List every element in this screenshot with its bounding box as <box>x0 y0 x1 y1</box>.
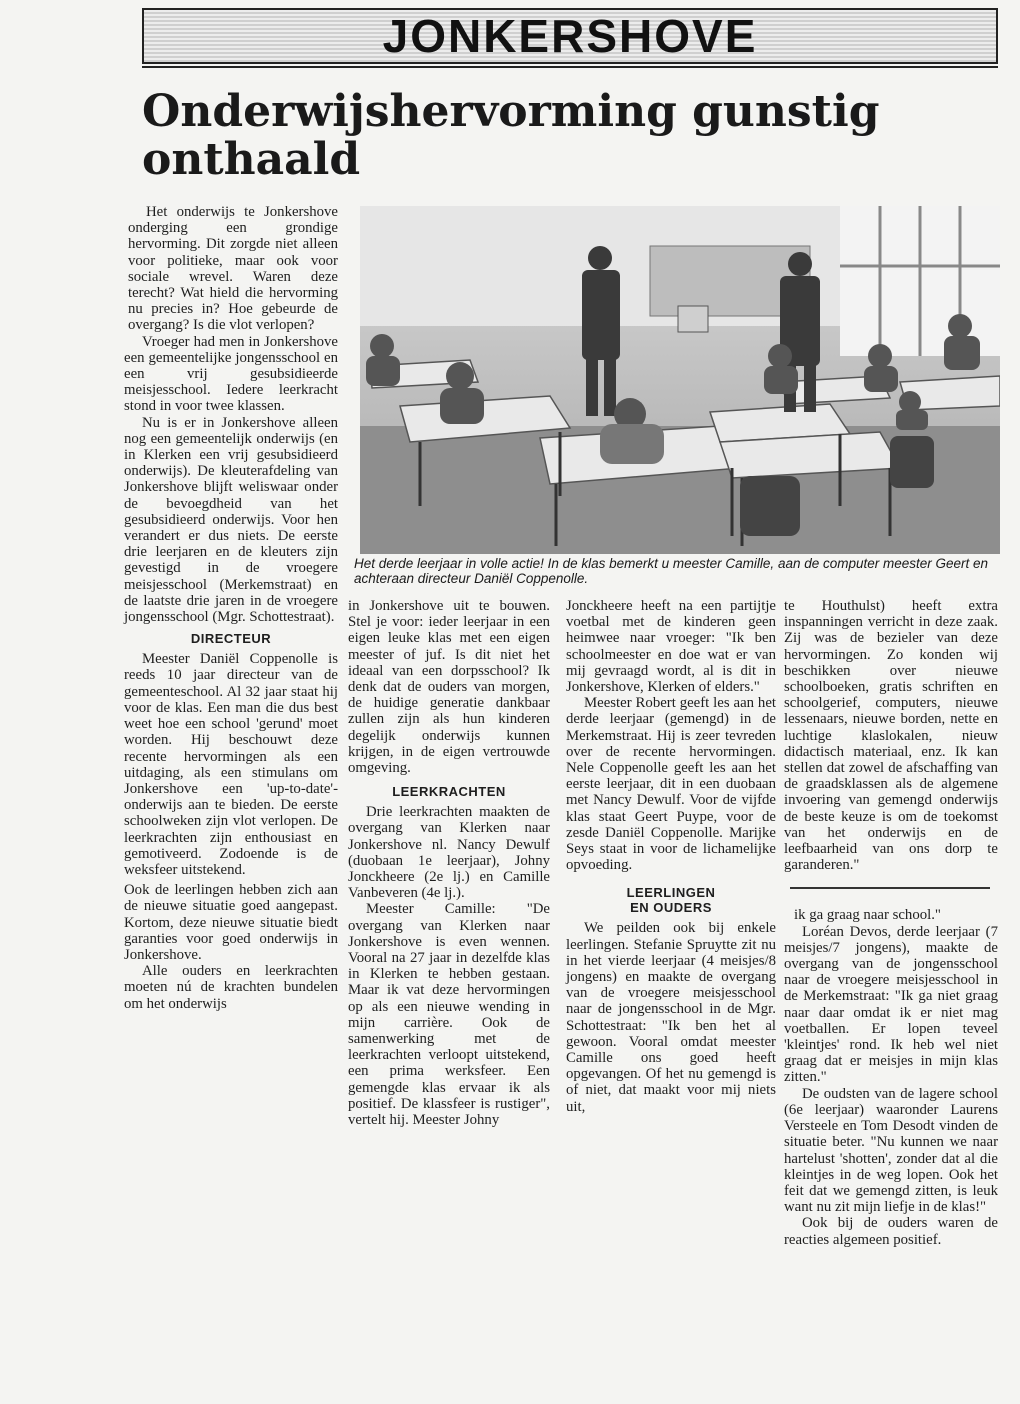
paragraph: De oudsten van de lagere school (6e leerjaar) waaronder Laurens Versteele en Tom Desodt vinden de situatie beter. "Nu kunnen we naar hartelust 'shotten', zonder dat al die kleintjes in de weg lopen. Ook het feit dat we gemengd zitten, is leuk want nu zit mijn liefje in de klas!" <box>784 1085 998 1216</box>
column-2 <box>348 598 550 1128</box>
paragraph: Alle ouders en leerkrachten moeten nú de krachten bundelen om het onderwijs <box>124 963 338 1012</box>
paragraph: Loréan Devos, derde leerjaar (7 meisjes/7 jongens), maakte de overgang van de jongensschool naar de vroegere meisjesschool in de Merkemstraat: "Ik ga niet graag naar daar omdat ik er niet mag voetballen. Er lopen teveel 'kleintjes' rond. Ik heb wel niet graag dat er meisjes in mijn klas zitten." <box>784 923 998 1086</box>
photo-caption: Het derde leerjaar in volle actie! In de klas bemerkt u meester Camille, aan de computer meester Geert en achteraan directeur Daniël Coppenolle. <box>354 556 989 586</box>
paragraph: We peilden ook bij enkele leerlingen. Stefanie Spruytte zit nu in het vierde leerjaar (4 meisjes/8 jongens) en maakte de overgang van de vroegere meisjesschool naar de jongensschool in de Mgr. Schottestraat: "Ik ben het al gewoon. Vooral omdat meester Camille ons goed heeft opgevangen. Of het nu gemengd is of niet, dat maakt voor mij niets uit, <box>566 920 776 1115</box>
column-1 <box>124 204 338 1012</box>
paragraph: te Houthulst) heeft extra inspanningen verricht in deze zaak. Zij was de bezieler van deze hervormingen. Zo konden wij beschikken over nieuwe schoolboeken, gratis schriften en schoolgerief, computers, nieuwe lessenaars, nieuwe borden, nette en luchtige klaslokalen, nieuw didactisch materiaal, enz. Ik kan stellen dat zowel de afschaffing van de graadsklassen als de algemene invoering van gemengd onderwijs de beste keuze is om de toekomst van het onderwijs en de leefbaarheid van ons dorp te garanderen." <box>784 598 998 874</box>
paragraph: Ook de leerlingen hebben zich aan de nieuwe situatie goed aangepast. Kortom, deze nieuwe situatie biedt garanties voor goed onderwijs in Jonkershove. <box>124 882 338 963</box>
paragraph: Nu is er in Jonkershove alleen nog een gemeentelijk onderwijs (en in Klerken een vrij gesubsidieerd onderwijs). De kleuterafdeling van Jonkershove blijft weliswaar onder de bevoegdheid van het gesubsidieerd onderwijs. Voor hen verandert er dus niets. De eerste drie leerjaren en de kleuters zijn gevestigd in de vroegere meisjesschool (Merkemstraat) en de laatste drie jaren in de vroegere jongensschool (Mgr. Schottestraat). <box>124 414 338 626</box>
paragraph: Meester Camille: "De overgang van Klerken naar Jonkershove is even wennen. Vooral na 27 jaar in dezelfde klas in Klerken te hebben gestaan. Maar ik vat deze hervormingen op als een nieuwe wending in mijn carrière. Ook de samenwerking met de leerkrachten verloopt uitstekend, een prima werksfeer. Een gemengde klas ervaar ik als positief. De klassfeer is rustiger", vertelt hij. Meester Johny <box>348 901 550 1129</box>
column-4 <box>784 598 998 1248</box>
paragraph: ik ga graag naar school." <box>794 907 941 924</box>
paragraph: Het onderwijs te Jonkershove onderging een grondige hervorming. Dit zorgde niet alleen voor politieke, maar ook voor sociale wrevel. Waren deze terecht? Wat hield die hervorming nu precies in? Hoe gebeurde de overgang? Is die vlot verlopen? <box>128 204 338 334</box>
paragraph: Drie leerkrachten maakten de overgang van Klerken naar Jonkershove nl. Nancy Dewulf (duobaan 1e leerjaar), Johny Jonckheere (2e lj.) en Camille Vanbeveren (4e lj.). <box>348 804 550 902</box>
headline: Onderwijshervorming gunstig onthaald <box>142 86 880 185</box>
masthead-box <box>142 8 998 64</box>
masthead-title: JONKERSHOVE <box>382 10 758 62</box>
paragraph: in Jonkershove uit te bouwen. Stel je voor: ieder leerjaar in een eigen leuke klas met een eigen meester of juf. Is dit niet het ideaal van een dorpsschool? Ik denk dat de ouders van morgen, de huidige generatie dankbaar zullen zijn als hun kinderen degelijk onderwijs kunnen krijgen, in de eigen vertrouwde omgeving. <box>348 598 550 777</box>
subheading-leerkrachten: LEERKRACHTEN <box>392 784 506 800</box>
subheading-leerlingen: LEERLINGEN EN OUDERS <box>626 885 716 916</box>
masthead-rule <box>142 66 998 68</box>
column-rule <box>790 887 990 889</box>
paragraph: Jonckheere heeft na een partijtje voetbal met de kinderen geen heimwee naar vroeger: "Ik ben schoolmeester en doe wat er van mij gevraagd wordt, al is dit in Jonkershove, Klerken of elders." <box>566 598 776 696</box>
paragraph: Meester Robert geeft les aan het derde leerjaar (gemengd) in de Merkemstraat. Hij is zeer tevreden over de recente hervormingen. Nele Coppenolle geeft les aan het eerste leerjaar, dit in een duobaan met Nancy Dewulf. Voor de vijfde klas staat Geert Puype, voor de zesde Daniël Coppenolle. Marijke Seys staat in voor de lichamelijke opvoeding. <box>566 695 776 874</box>
classroom-photo <box>360 206 1000 554</box>
paragraph: Ook bij de ouders waren de reacties algemeen positief. <box>784 1215 998 1248</box>
paragraph: Meester Daniël Coppenolle is reeds 10 jaar directeur van de gemeenteschool. Al 32 jaar staat hij voor de klas. Een man die dus best weet hoe een school 'gerund' moet worden. Hij beschouwt deze recente hervormingen als een uitdaging, als een stimulans om Jonkershove een 'up-to-date'-onderwijs aan te bieden. De eerste schoolweken zijn vlot verlopen. De leerkrachten zijn enthousiast en gemotiveerd. Zodoende is de weksfeer uitstekend. <box>124 651 338 878</box>
subheading-directeur: DIRECTEUR <box>190 631 272 647</box>
column-3 <box>566 598 776 1115</box>
paragraph: Vroeger had men in Jonkershove een gemeentelijke jongensschool en een vrij gesubsidieerde meisjesschool. Iedere leerkracht stond in voor twee klassen. <box>124 333 338 415</box>
classroom-photo-image <box>360 206 1000 554</box>
